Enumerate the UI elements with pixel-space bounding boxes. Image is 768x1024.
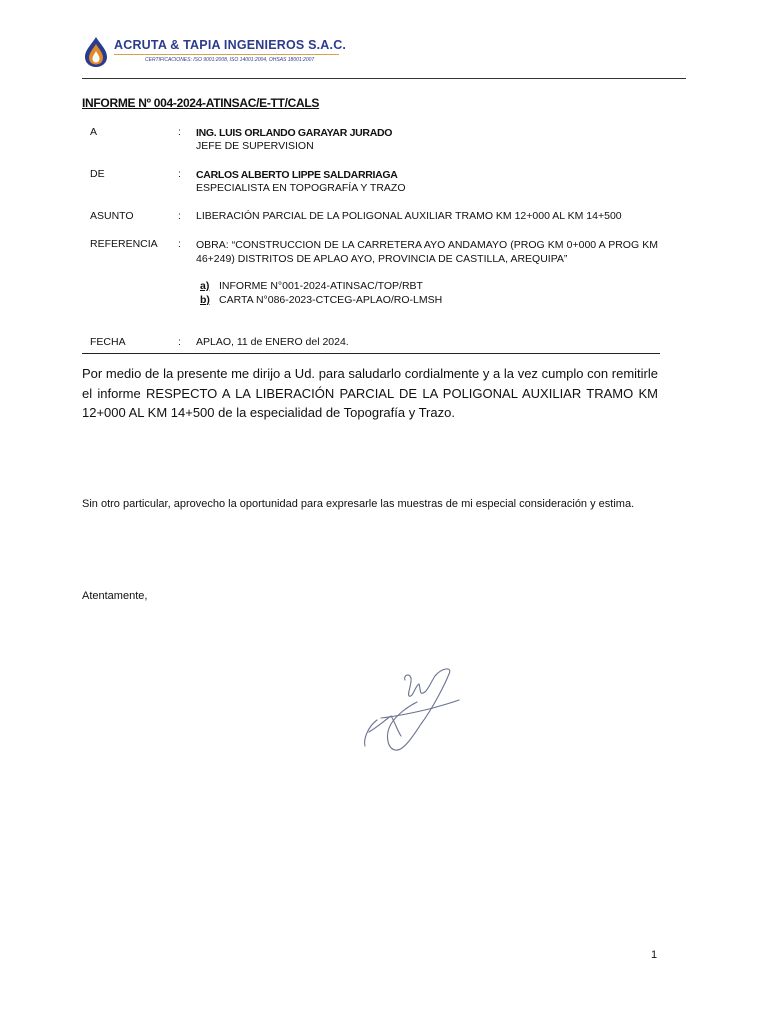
from-label: DE [90, 168, 105, 180]
reference-item-b-letter: b) [200, 294, 210, 306]
reference-label: REFERENCIA [90, 238, 158, 250]
report-title: INFORME Nº 004-2024-ATINSAC/E-TT/CALS [82, 96, 320, 110]
reference-obra: OBRA: “CONSTRUCCION DE LA CARRETERA AYO ANDAMAYO (PROG KM 0+000 A PROG KM 46+249) DISTRITOS DE APLAO AYO, PROVINCIA DE CASTILLA, AREQUIPA” [196, 239, 658, 265]
date-value: APLAO, 11 de ENERO del 2024. [196, 336, 349, 348]
from-name: CARLOS ALBERTO LIPPE SALDARRIAGA [196, 169, 398, 181]
to-role: JEFE DE SUPERVISION [196, 140, 314, 152]
salutation: Atentamente, [82, 590, 148, 602]
date-label: FECHA [90, 336, 126, 348]
header-divider [82, 78, 686, 79]
body-paragraph: Por medio de la presente me dirijo a Ud. para saludarlo cordialmente y a la vez cumplo con remitirle el informe RESPECTO A LA LIBERACIÓN PARCIAL DE LA POLIGONAL AUXILIAR TRAMO KM 12+000 AL KM 14+500 de la especialidad de Topografía y Trazo. [82, 366, 658, 420]
subject-value: LIBERACIÓN PARCIAL DE LA POLIGONAL AUXILIAR TRAMO KM 12+000 AL KM 14+500 [196, 210, 622, 222]
reference-item-b: CARTA N°086-2023-CTCEG-APLAO/RO-LMSH [219, 294, 443, 306]
from-colon: : [178, 168, 181, 180]
to-label: A [90, 126, 98, 138]
page-number: 1 [651, 949, 658, 961]
certifications-text: CERTIFICACIONES: ISO 9001:2008, ISO 14001:2004, OHSAS 18001:2007 [145, 57, 315, 63]
fields-divider [82, 353, 660, 354]
company-name: ACRUTA & TAPIA INGENIEROS S.A.C. [114, 38, 347, 52]
subject-colon: : [178, 210, 181, 222]
date-colon: : [178, 336, 181, 348]
to-name: ING. LUIS ORLANDO GARAYAR JURADO [196, 127, 393, 139]
to-colon: : [178, 126, 181, 138]
reference-item-a-letter: a) [200, 280, 210, 292]
subject-label: ASUNTO [90, 210, 134, 222]
signature-icon [355, 662, 465, 754]
reference-colon: : [178, 238, 181, 250]
reference-item-a: INFORME N°001-2024-ATINSAC/TOP/RBT [219, 280, 423, 292]
company-logo-icon [82, 36, 110, 68]
logo-underline [114, 54, 339, 55]
closing-paragraph: Sin otro particular, aprovecho la oportunidad para expresarle las muestras de mi especial consideración y estima. [82, 498, 635, 510]
from-role: ESPECIALISTA EN TOPOGRAFÍA Y TRAZO [196, 182, 406, 194]
